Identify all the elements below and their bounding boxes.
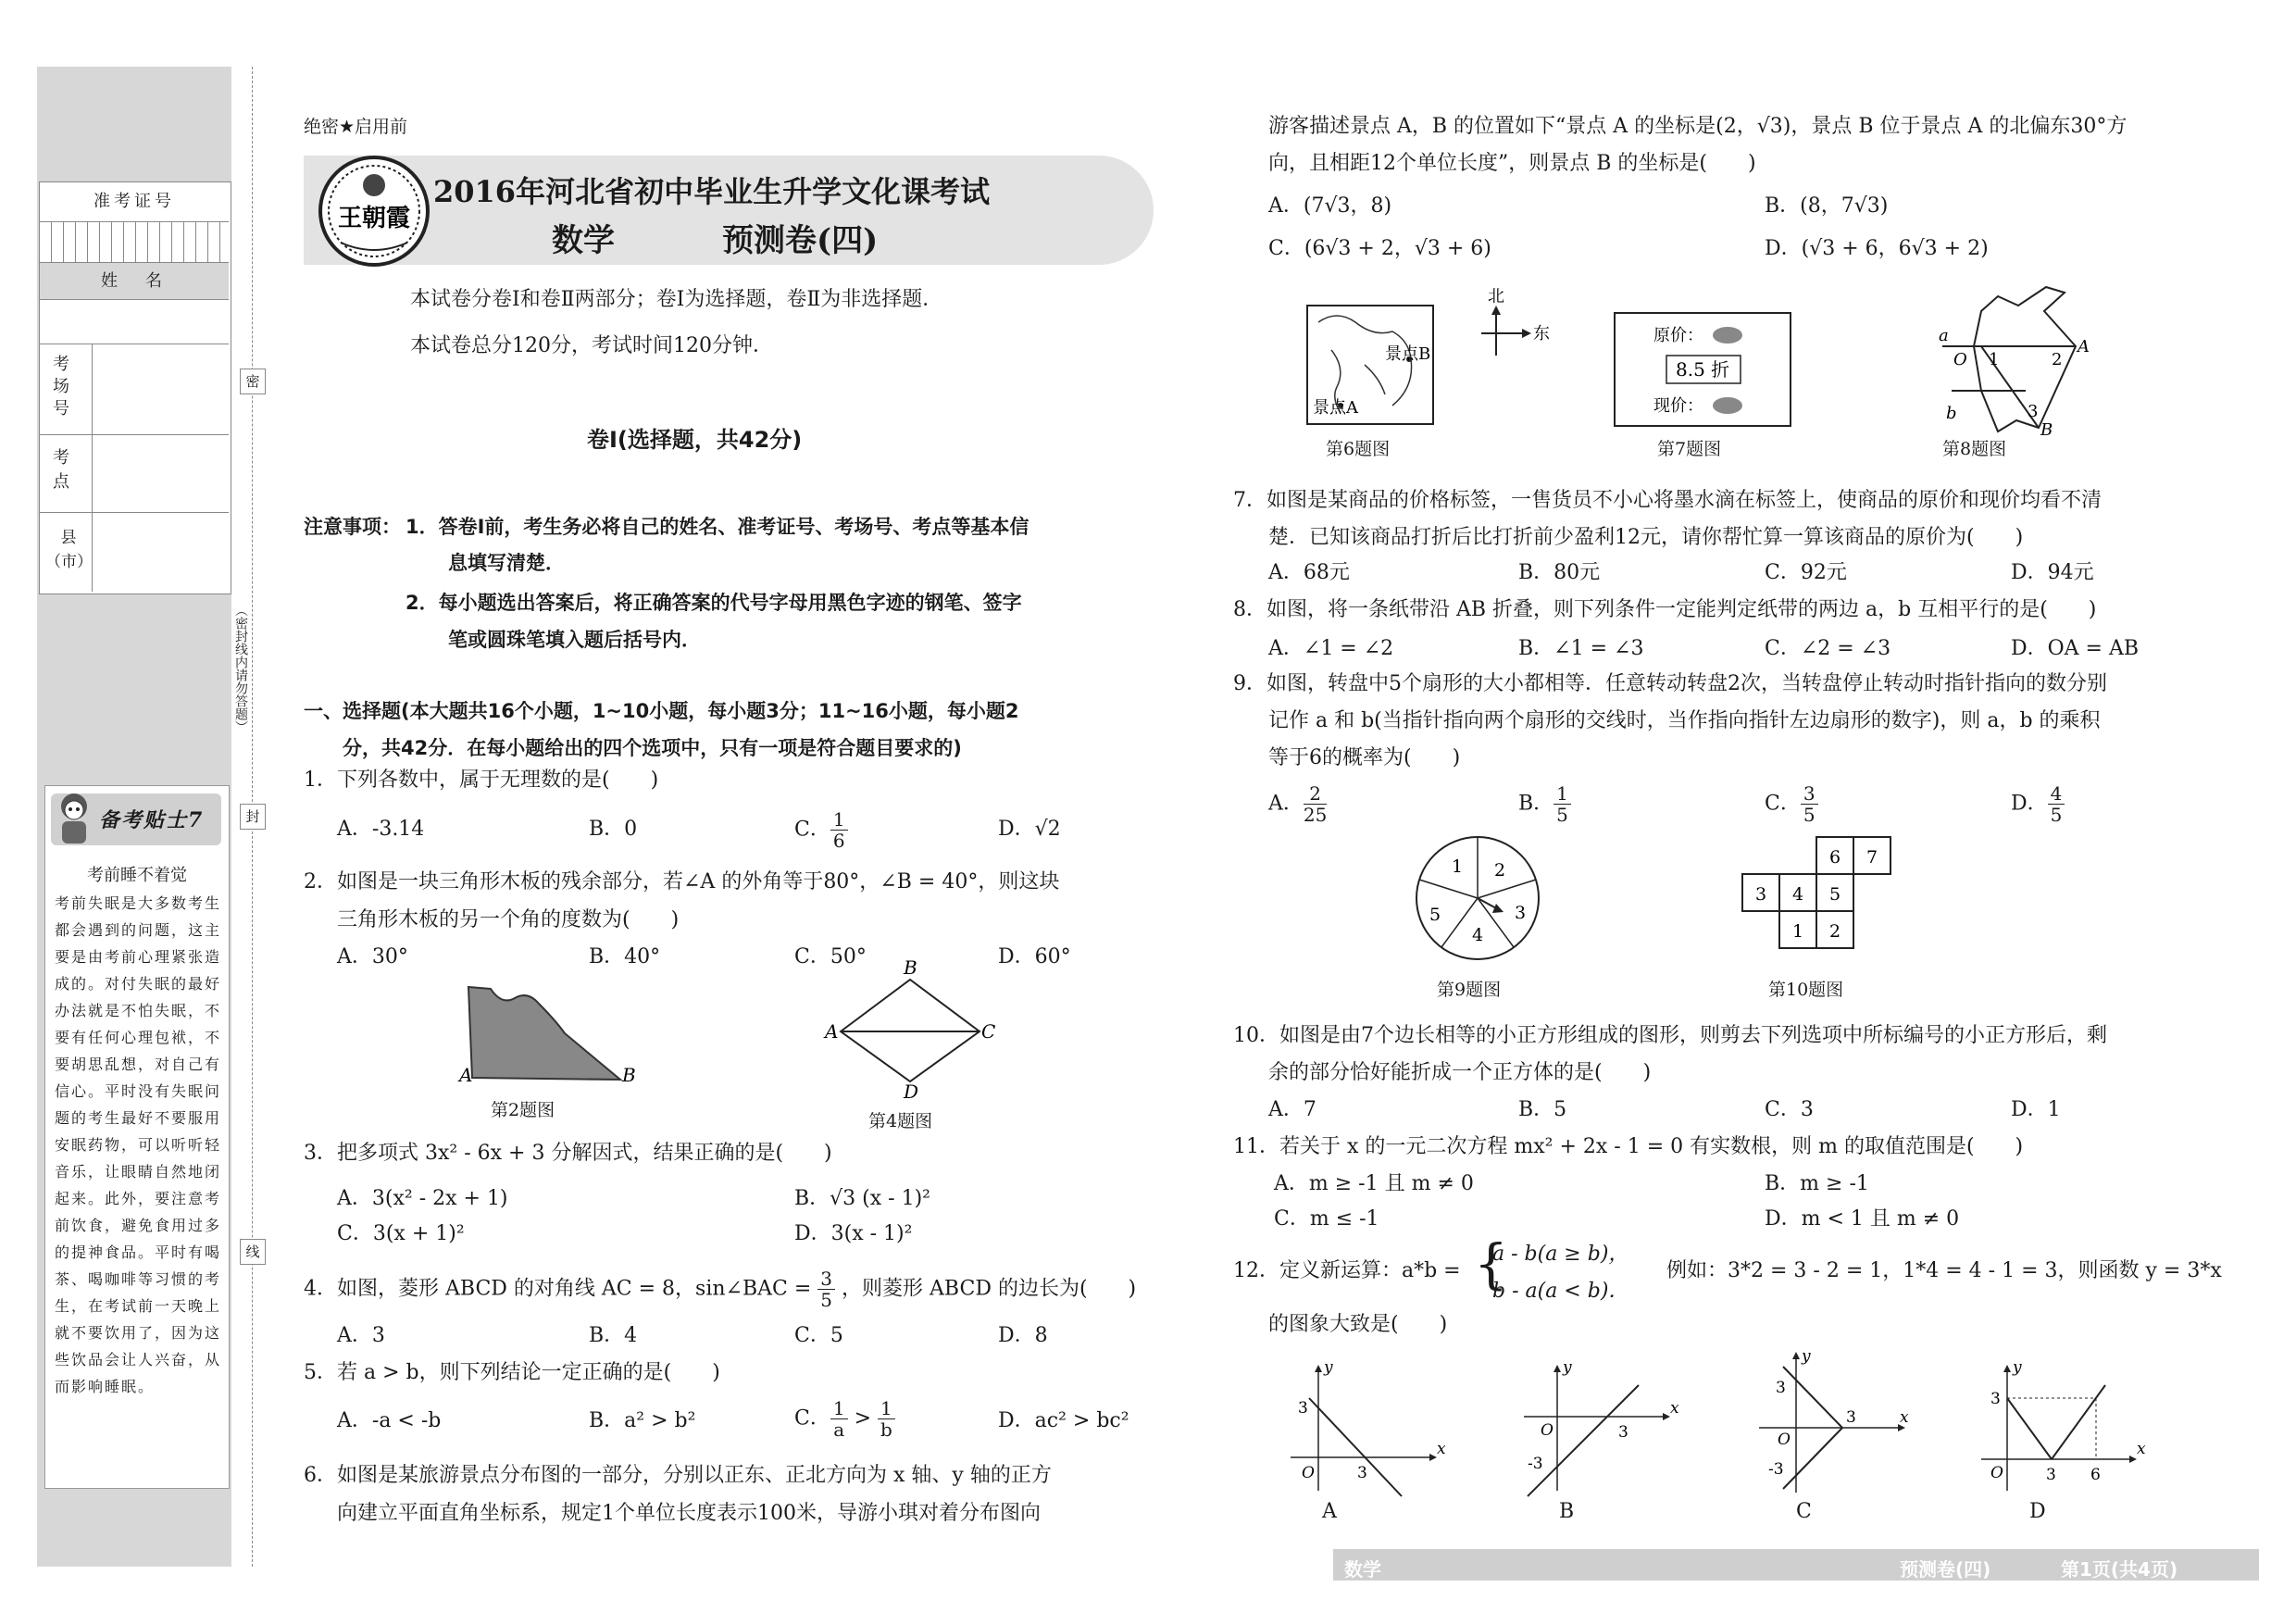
- q5-option-c-prefix: C．: [794, 1406, 830, 1431]
- q6-stem-1: 6．如图是某旅游景点分布图的一部分，分别以正东、正北方向为 x 轴、y 轴的正方: [304, 1464, 1052, 1487]
- q4-stem: [304, 1268, 1136, 1310]
- seal-char-feng: 封: [240, 804, 266, 830]
- q12-brace: {: [1474, 1232, 1508, 1295]
- q8-option-b[interactable]: B．∠1 = ∠3: [1518, 637, 1644, 660]
- q11-option-b[interactable]: B．m ≥ -1: [1765, 1172, 1869, 1195]
- q12-graph-a-label[interactable]: A: [1322, 1500, 1337, 1523]
- q8-option-c[interactable]: C．∠2 = ∠3: [1765, 637, 1891, 660]
- graph-a-y-label: y: [1324, 1358, 1333, 1377]
- note-2a: 2．每小题选出答案后，将正确答案的代号字母用黑色字迹的钢笔、签字: [406, 592, 1022, 614]
- exam-site-label: 考 点: [40, 434, 92, 512]
- figure-6-caption: 第6题图: [1326, 439, 1391, 459]
- fig9-sector-2: 2: [1494, 860, 1506, 881]
- q9-stem-3: 等于6的概率为( ): [1268, 746, 1461, 769]
- fig8-a-point: A: [2078, 337, 2090, 356]
- q6-stem-3: 游客描述景点 A，B 的位置如下“景点 A 的坐标是(2，√3)，景点 B 位于景点 A 的北偏东30°方: [1268, 115, 2128, 138]
- q9-option-d[interactable]: [2011, 783, 2065, 825]
- q12-stem-post: 例如：3*2 = 3 - 2 = 1，1*4 = 4 - 1 = 3，则函数 y = 3*x: [1666, 1259, 2222, 1282]
- footer-page-number: 第1页(共4页): [2061, 1558, 2178, 1581]
- q5-option-d[interactable]: D．ac² > bc²: [998, 1409, 1129, 1432]
- q11-option-a[interactable]: A．m ≥ -1 且 m ≠ 0: [1274, 1172, 1474, 1195]
- graph-d-y-label: y: [2013, 1358, 2022, 1377]
- figure-7-caption: 第7题图: [1657, 439, 1722, 459]
- figure-9-spinner: [1413, 833, 1542, 963]
- footer-subject: 数学: [1344, 1558, 1381, 1581]
- graph-c-x-label: x: [1900, 1408, 1909, 1427]
- q10-stem-1: 10．如图是由7个边长相等的小正方形组成的图形，则剪去下列选项中所标编号的小正方形后，剩: [1233, 1024, 2107, 1047]
- graph-a-x-label: x: [1437, 1440, 1446, 1458]
- publisher-seal-logo: [315, 150, 433, 270]
- q9-c-den: 5: [1803, 804, 1816, 826]
- q12-graph-b: [1515, 1358, 1679, 1500]
- q12-graph-a: [1281, 1358, 1446, 1500]
- q9-stem-2: 记作 a 和 b(当指针指向两个扇形的交线时，当作指向指针左边扇形的数字)，则 a，b 的乘积: [1268, 709, 2101, 732]
- section-one-heading-1: 一、选择题(本大题共16个小题，1~10小题，每小题3分；11~16小题，每小题2: [304, 700, 1019, 722]
- q3-option-d[interactable]: D．3(x - 1)²: [794, 1222, 913, 1245]
- q9-option-a[interactable]: [1268, 783, 1327, 825]
- tip-header: 备考贴士7: [99, 808, 205, 832]
- svg-text:王朝霞: 王朝霞: [337, 205, 411, 232]
- q9-d-prefix: D．: [2011, 792, 2048, 816]
- figure-10-caption: 第10题图: [1768, 980, 1844, 1000]
- fig6-north: 北: [1488, 287, 1504, 306]
- q9-b-num: 1: [1554, 783, 1571, 805]
- q10-option-b[interactable]: B．5: [1518, 1098, 1567, 1121]
- q4-frac-den: 5: [820, 1289, 833, 1311]
- fig8-3: 3: [2028, 402, 2039, 421]
- fig8-1: 1: [1989, 350, 2000, 369]
- q6-option-b[interactable]: B．(8，7√3): [1765, 194, 1889, 218]
- section-one-heading-2: 分，共42分．在每小题给出的四个选项中，只有一项是符合题目要求的): [343, 737, 962, 759]
- q6-option-a[interactable]: A．(7√3，8): [1268, 194, 1392, 218]
- seal-char-xian: 线: [240, 1239, 266, 1265]
- fig8-a: a: [1939, 326, 1949, 345]
- q7-stem-2: 楚．已知该商品打折后比打折前少盈利12元，请你帮忙算一算该商品的原价为( ): [1268, 526, 2024, 549]
- q5-c-den1: a: [833, 1418, 845, 1441]
- fig7-original: 原价：: [1653, 326, 1703, 345]
- student-mascot-icon: [53, 790, 95, 847]
- graph-a-origin: O: [1302, 1464, 1315, 1482]
- fig6-spot-a: 景点A: [1313, 398, 1358, 418]
- q10-option-a[interactable]: A．7: [1268, 1098, 1316, 1121]
- q9-d-num: 4: [2048, 783, 2065, 805]
- intro-line-1: 本试卷分卷Ⅰ和卷Ⅱ两部分；卷Ⅰ为选择题，卷Ⅱ为非选择题．: [410, 288, 943, 311]
- q7-option-a[interactable]: A．68元: [1268, 561, 1350, 584]
- graph-b-x-label: x: [1670, 1399, 1679, 1418]
- figure-4-rhombus: [822, 956, 998, 1103]
- fig10-cell-7: 7: [1866, 847, 1878, 868]
- exam-number-boxes[interactable]: [40, 221, 229, 262]
- q2-option-d[interactable]: D．60°: [998, 945, 1071, 968]
- fig4-label-d: D: [904, 1081, 919, 1103]
- q12-stem-pre: 12．定义新运算：a*b =: [1233, 1259, 1461, 1282]
- q4-option-b[interactable]: B．4: [589, 1324, 638, 1347]
- figure-8-paper-strip: [1926, 280, 2111, 440]
- figure-8-caption: 第8题图: [1942, 439, 2007, 459]
- q5-c-num2: 1: [878, 1398, 895, 1419]
- exam-subject: 数学: [552, 222, 615, 259]
- fig2-label-a: A: [459, 1064, 473, 1086]
- q4-stem-post: ，则菱形 ABCD 的边长为( ): [842, 1277, 1137, 1301]
- q12-graph-c-label[interactable]: C: [1796, 1500, 1812, 1523]
- fig8-2: 2: [2052, 350, 2063, 369]
- q1-stem: 1．下列各数中，属于无理数的是( ): [304, 769, 659, 792]
- q7-option-d[interactable]: D．94元: [2011, 561, 2094, 584]
- graph-c-y3: 3: [1776, 1379, 1786, 1397]
- graph-c-origin: O: [1778, 1431, 1791, 1449]
- q7-stem-1: 7．如图是某商品的价格标签，一售货员不小心将墨水滴在标签上，使商品的原价和现价均看不清: [1233, 489, 2103, 512]
- seal-note: （密封线内请勿答题）: [233, 604, 248, 733]
- seal-char-mi: 密: [240, 369, 266, 394]
- fig9-sector-5: 5: [1429, 905, 1441, 925]
- fig2-label-b: B: [622, 1064, 636, 1086]
- q9-a-num: 2: [1304, 783, 1327, 805]
- q2-option-b[interactable]: B．40°: [589, 945, 661, 968]
- fig6-east: 东: [1533, 324, 1550, 344]
- tip-title: 考前睡不着觉: [87, 866, 187, 885]
- graph-b-origin: O: [1541, 1421, 1554, 1440]
- q1-option-b[interactable]: B．0: [589, 818, 638, 841]
- confidentiality-mark: 绝密★启用前: [304, 117, 408, 137]
- fig8-b: b: [1946, 404, 1957, 423]
- q3-stem: 3．把多项式 3x² - 6x + 3 分解因式，结果正确的是( ): [304, 1142, 832, 1165]
- note-1a: 1．答卷Ⅰ前，考生务必将自己的姓名、准考证号、考场号、考点等基本信: [406, 516, 1029, 538]
- q4-option-c[interactable]: C．5: [794, 1324, 843, 1347]
- figure-2-caption: 第2题图: [491, 1100, 555, 1120]
- q3-option-c[interactable]: C．3(x + 1)²: [337, 1222, 465, 1245]
- fig9-sector-4: 4: [1472, 925, 1484, 945]
- q8-stem: 8．如图，将一条纸带沿 AB 折叠，则下列条件一定能判定纸带的两边 a，b 互相平行的是( ): [1233, 598, 2097, 621]
- q1-option-c-num: 1: [830, 809, 848, 831]
- notes-label: 注意事项：: [304, 516, 401, 538]
- fig8-b-point: B: [2040, 420, 2053, 440]
- q8-option-a[interactable]: A．∠1 = ∠2: [1268, 637, 1394, 660]
- q12-stem-2: 的图象大致是( ): [1268, 1313, 1448, 1336]
- graph-d-origin: O: [1990, 1464, 2003, 1482]
- footer-paper: 预测卷(四): [1900, 1558, 1991, 1581]
- q12-graph-d-label[interactable]: D: [2029, 1500, 2046, 1523]
- graph-d-x-label: x: [2137, 1440, 2146, 1458]
- q12-graph-c: [1750, 1348, 1907, 1496]
- q1-option-c-den: 6: [832, 830, 845, 852]
- q5-option-b[interactable]: B．a² > b²: [589, 1409, 696, 1432]
- q7-option-c[interactable]: C．92元: [1765, 561, 1847, 584]
- q9-b-prefix: B．: [1518, 792, 1554, 816]
- part-one-heading: 卷Ⅰ(选择题，共42分): [587, 427, 803, 453]
- fig9-sector-3: 3: [1515, 903, 1527, 923]
- q1-option-a[interactable]: A．-3.14: [337, 818, 425, 841]
- figure-10-net: [1733, 833, 1900, 954]
- exam-room-field[interactable]: [92, 344, 229, 434]
- exam-title: 2016年河北省初中毕业生升学文化课考试: [433, 174, 991, 209]
- q11-option-d[interactable]: D．m < 1 且 m ≠ 0: [1765, 1207, 1960, 1231]
- fig10-cell-4: 4: [1792, 884, 1804, 905]
- q2-stem-2: 三角形木板的另一个角的度数为( ): [337, 908, 680, 931]
- graph-b-x3: 3: [1618, 1423, 1628, 1442]
- q11-stem: 11．若关于 x 的一元二次方程 mx² + 2x - 1 = 0 有实数根，则 m 的取值范围是( ): [1233, 1135, 2024, 1158]
- tip-body: 考前失眠是大多数考生都会遇到的问题，这主要是由考前心理紧张造成的。对付失眠的最好办法就是不怕失眠，不要有任何心理包袱，不要胡思乱想，对自己有信心。平时没有失眠问题的考生最好不要服用安眠药物，可以听听轻音乐，让眼睛自然地闭起来。此外，要注意考前饮食，避免食用过多的提神食品。平时有喝茶、喝咖啡等习惯的考生，在考试前一天晚上就不要饮用了，因为这些饮品会让人兴奋，从而影响睡眠。: [55, 894, 222, 1395]
- figure-2-board: [454, 978, 639, 1089]
- fig10-cell-2: 2: [1829, 921, 1841, 942]
- figure-7-price-tag: [1611, 309, 1796, 430]
- page-footer: [1333, 1549, 2259, 1581]
- graph-c-x3: 3: [1846, 1408, 1856, 1427]
- graph-c-ym3: -3: [1768, 1460, 1784, 1479]
- q10-option-c[interactable]: C．3: [1765, 1098, 1814, 1121]
- note-2b: 笔或圆珠笔填入题后括号内．: [448, 629, 701, 651]
- q9-b-den: 5: [1556, 804, 1568, 826]
- figure-4-caption: 第4题图: [868, 1111, 933, 1131]
- q1-option-d[interactable]: D．√2: [998, 818, 1061, 841]
- graph-a-y3: 3: [1298, 1399, 1308, 1418]
- fig4-label-b: B: [904, 956, 917, 979]
- fig9-sector-1: 1: [1452, 856, 1464, 877]
- graph-b-y-label: y: [1563, 1358, 1572, 1377]
- q11-option-c[interactable]: C．m ≤ -1: [1274, 1207, 1379, 1231]
- fig10-cell-3: 3: [1755, 884, 1767, 905]
- exam-room-label: 考 场 号: [40, 344, 92, 434]
- figure-9-caption: 第9题图: [1437, 980, 1502, 1000]
- graph-a-x3: 3: [1357, 1464, 1367, 1482]
- exam-number-label: 准考证号: [94, 192, 175, 211]
- q5-c-den2: b: [880, 1418, 892, 1441]
- graph-d-y3: 3: [1990, 1390, 2001, 1408]
- graph-d-x3: 3: [2046, 1466, 2056, 1484]
- q9-stem-1: 9．如图，转盘中5个扇形的大小都相等．任意转动转盘2次，当转盘停止转动时指针指向的数分别: [1233, 672, 2107, 695]
- q4-option-d[interactable]: D．8: [998, 1324, 1048, 1347]
- q4-option-a[interactable]: A．3: [337, 1324, 385, 1347]
- q9-c-num: 3: [1801, 783, 1818, 805]
- q9-c-prefix: C．: [1765, 792, 1801, 816]
- q1-option-c-prefix: C．: [794, 818, 830, 842]
- q2-stem-1: 2．如图是一块三角形木板的残余部分，若∠A 的外角等于80°，∠B = 40°，则这块: [304, 870, 1060, 893]
- exam-paper-name: 预测卷(四): [722, 222, 879, 259]
- q9-d-den: 5: [2050, 804, 2063, 826]
- name-label: 姓 名: [40, 262, 229, 299]
- q2-option-c[interactable]: C．50°: [794, 945, 867, 968]
- q5-stem: 5．若 a > b，则下列结论一定正确的是( ): [304, 1361, 720, 1384]
- fig10-cell-1: 1: [1792, 921, 1804, 942]
- exam-tip-card: [44, 785, 230, 1489]
- name-field[interactable]: [40, 299, 229, 344]
- q3-option-b[interactable]: B．√3 (x - 1)²: [794, 1187, 930, 1210]
- q10-stem-2: 余的部分恰好能折成一个正方体的是( ): [1268, 1061, 1652, 1084]
- q6-option-d[interactable]: D．(√3 + 6，6√3 + 2): [1765, 237, 1989, 260]
- q2-option-a[interactable]: A．30°: [337, 945, 408, 968]
- q12-case-2: b - a(a < b)．: [1492, 1280, 1629, 1303]
- q9-a-prefix: A．: [1268, 792, 1304, 816]
- fig7-current: 现价：: [1653, 396, 1703, 416]
- q12-case-1: a - b(a ≥ b)，: [1492, 1243, 1629, 1266]
- q3-option-a[interactable]: A．3(x² - 2x + 1): [337, 1187, 508, 1210]
- fig10-cell-6: 6: [1829, 847, 1841, 868]
- intro-line-2: 本试卷总分120分，考试时间120分钟．: [410, 334, 773, 357]
- fig8-o: O: [1953, 350, 1967, 369]
- graph-b-ym3: -3: [1528, 1455, 1543, 1473]
- q7-option-b[interactable]: B．80元: [1518, 561, 1601, 584]
- q12-graph-d: [1972, 1358, 2146, 1500]
- q6-option-c[interactable]: C．(6√3 + 2，√3 + 6): [1268, 237, 1491, 260]
- q9-option-b[interactable]: [1518, 783, 1571, 825]
- q6-stem-2: 向建立平面直角坐标系，规定1个单位长度表示100米，导游小琪对着分布图向: [337, 1502, 1041, 1525]
- county-field[interactable]: [92, 512, 229, 592]
- fig4-label-c: C: [981, 1020, 996, 1043]
- q12-graph-b-label[interactable]: B: [1559, 1500, 1575, 1523]
- q6-stem-4: 向，且相距12个单位长度”，则景点 B 的坐标是( ): [1268, 152, 1756, 175]
- fig10-cell-5: 5: [1829, 884, 1841, 905]
- q10-option-d[interactable]: D．1: [2011, 1098, 2061, 1121]
- graph-c-y-label: y: [1802, 1347, 1811, 1366]
- fig6-spot-b: 景点B: [1385, 344, 1431, 364]
- q4-stem-pre: 4．如图，菱形 ABCD 的对角线 AC = 8，sin∠BAC =: [304, 1277, 812, 1301]
- candidate-info-box: [39, 181, 231, 594]
- q1-option-c[interactable]: [794, 809, 848, 851]
- q8-option-d[interactable]: D．OA = AB: [2011, 637, 2140, 660]
- fig7-discount: 8.5 折: [1676, 358, 1730, 381]
- q9-a-den: 25: [1303, 804, 1328, 826]
- q4-frac-num: 3: [817, 1268, 835, 1290]
- q5-c-num1: 1: [830, 1398, 848, 1419]
- q5-option-c[interactable]: [794, 1398, 895, 1440]
- exam-site-field[interactable]: [92, 434, 229, 512]
- fig4-label-a: A: [825, 1020, 839, 1043]
- note-1b: 息填写清楚．: [448, 552, 565, 574]
- figure-6-map: [1300, 285, 1550, 433]
- graph-d-x6: 6: [2090, 1466, 2101, 1484]
- q5-c-gt: >: [854, 1406, 872, 1431]
- county-label: 县 （市）: [40, 512, 92, 592]
- q5-option-a[interactable]: A．-a < -b: [337, 1409, 442, 1432]
- q9-option-c[interactable]: [1765, 783, 1818, 825]
